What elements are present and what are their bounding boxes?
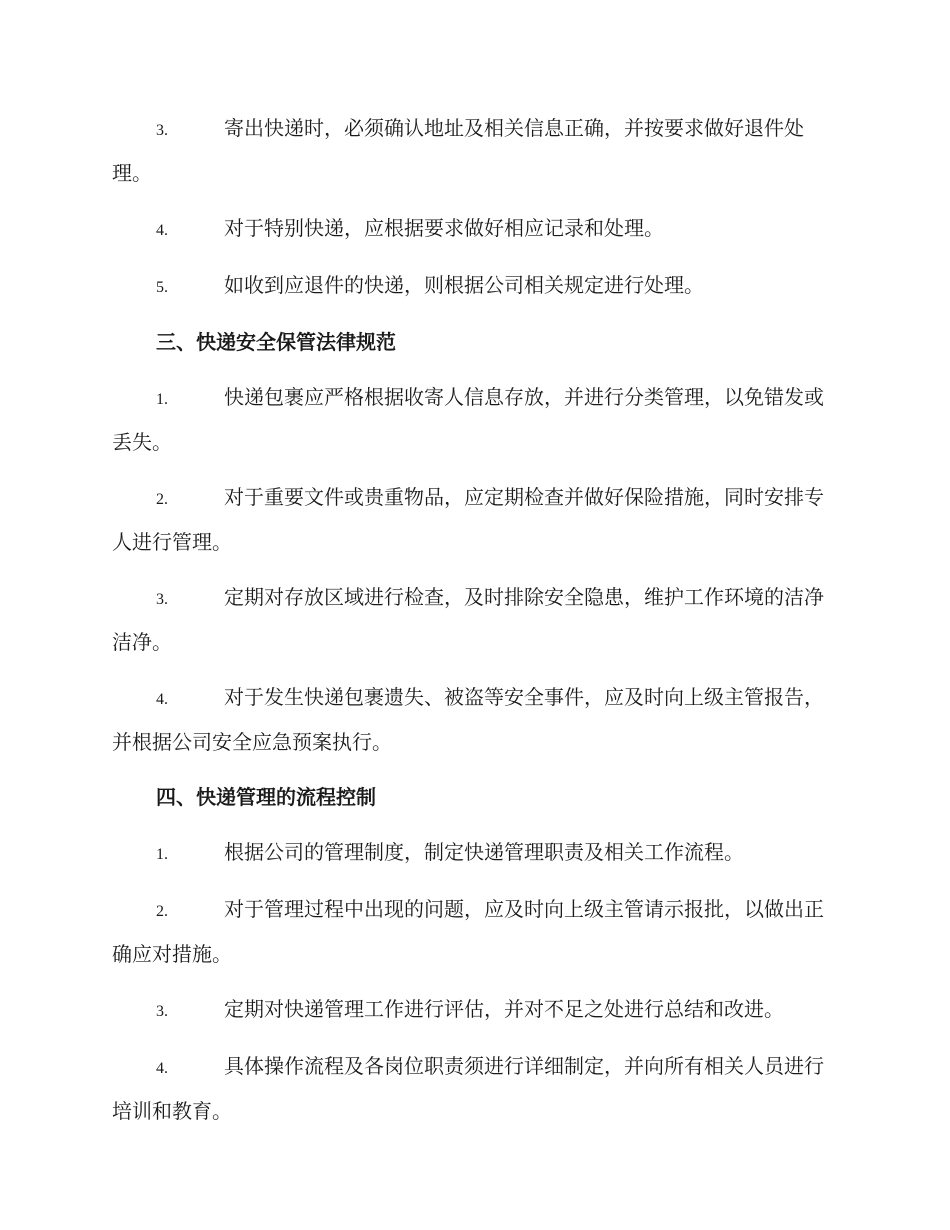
item-text: 根据公司的管理制度，制定快递管理职责及相关工作流程。 — [224, 840, 744, 864]
item-number: 5. — [156, 279, 168, 296]
item-text: 对于特别快递，应根据要求做好相应记录和处理。 — [224, 216, 664, 240]
item-text: 寄出快递时，必须确认地址及相关信息正确，并按要求做好退件处理。 — [112, 116, 804, 185]
item-text: 快递包裹应严格根据收寄人信息存放，并进行分类管理，以免错发或丢失。 — [112, 385, 824, 454]
section-heading: 三、快递安全保管法律规范 — [156, 330, 396, 354]
item-number: 2. — [156, 903, 168, 920]
list-item — [112, 264, 832, 309]
list-item — [112, 676, 832, 764]
item-number: 4. — [156, 691, 168, 708]
item-number: 2. — [156, 491, 168, 508]
list-item — [112, 107, 832, 195]
item-text: 定期对快递管理工作进行评估，并对不足之处进行总结和改进。 — [224, 997, 784, 1021]
list-item — [112, 207, 832, 252]
item-number: 3. — [156, 1003, 168, 1020]
item-text: 如收到应退件的快递，则根据公司相关规定进行处理。 — [224, 273, 704, 297]
item-number: 3. — [156, 591, 168, 608]
item-text: 对于发生快递包裹遗失、被盗等安全事件，应及时向上级主管报告，并根据公司安全应急预案执行。 — [112, 685, 824, 754]
item-number: 1. — [156, 846, 168, 863]
item-text: 具体操作流程及各岗位职责须进行详细制定，并向所有相关人员进行培训和教育。 — [112, 1054, 824, 1123]
item-text: 对于重要文件或贵重物品，应定期检查并做好保险措施，同时安排专人进行管理。 — [112, 485, 824, 554]
list-item — [112, 576, 832, 664]
list-item — [112, 831, 832, 876]
list-item — [112, 376, 832, 464]
item-text: 定期对存放区域进行检查，及时排除安全隐患，维护工作环境的洁净洁净。 — [112, 585, 824, 654]
list-item — [112, 888, 832, 976]
item-number: 4. — [156, 222, 168, 239]
item-number: 4. — [156, 1060, 168, 1077]
section-heading: 四、快递管理的流程控制 — [156, 785, 376, 809]
item-number: 1. — [156, 391, 168, 408]
list-item — [112, 476, 832, 564]
item-number: 3. — [156, 122, 168, 139]
list-item — [112, 1045, 832, 1133]
list-item — [112, 988, 832, 1033]
item-text: 对于管理过程中出现的问题，应及时向上级主管请示报批，以做出正确应对措施。 — [112, 897, 824, 966]
